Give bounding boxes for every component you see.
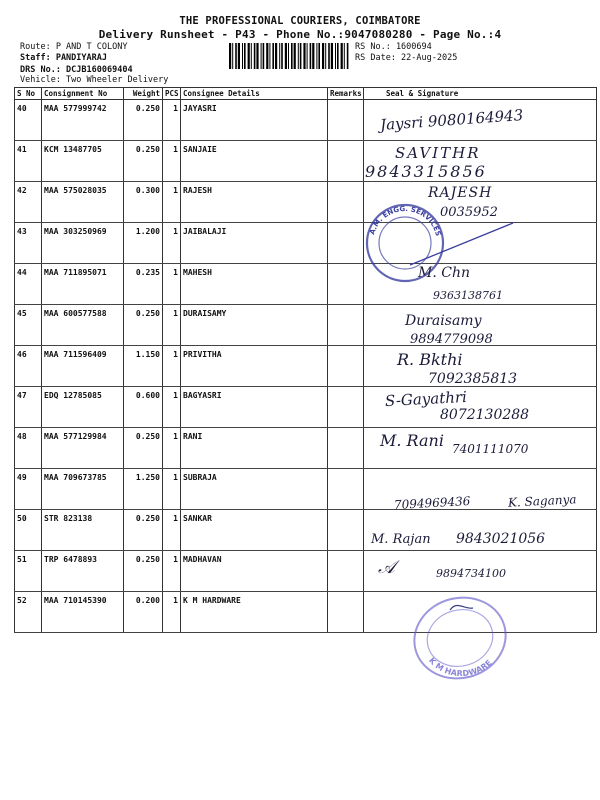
col-consignment-header: Consignment No	[42, 88, 124, 100]
cell-weight: 0.300	[124, 182, 163, 223]
signature-bagyasri-phone: 8072130288	[440, 407, 530, 423]
cell-consignment-no: MAA 711895071	[42, 264, 124, 305]
signature-privitha-name: R. Bkthi	[397, 350, 463, 369]
barcode-image	[229, 43, 351, 69]
cell-sno: 43	[15, 223, 42, 264]
cell-consignment-no: EDQ 12785085	[42, 387, 124, 428]
cell-consignment-no: MAA 710145390	[42, 592, 124, 633]
cell-pcs: 1	[163, 182, 181, 223]
cell-consignee: JAIBALAJI	[181, 223, 328, 264]
cell-consignee: PRIVITHA	[181, 346, 328, 387]
cell-pcs: 1	[163, 428, 181, 469]
cell-remarks	[328, 223, 364, 264]
cell-sno: 40	[15, 100, 42, 141]
cell-pcs: 1	[163, 551, 181, 592]
col-weight-header: Weight	[124, 88, 163, 100]
signature-rajesh-phone: 0035952	[440, 205, 498, 220]
runsheet-title: Delivery Runsheet - P43 - Phone No.:9047080280 - Page No.:4	[98, 28, 502, 41]
cell-weight: 0.250	[124, 305, 163, 346]
signature-sankar-phone: 9843021056	[456, 531, 546, 547]
cell-weight: 0.250	[124, 141, 163, 182]
route-label: Route: P AND T COLONY	[20, 42, 128, 52]
signature-duraisamy-name: Duraisamy	[405, 313, 482, 329]
cell-consignee: SANJAIE	[181, 141, 328, 182]
table-header-row	[15, 88, 597, 100]
cell-sno: 42	[15, 182, 42, 223]
col-pcs-header: PCS	[163, 88, 181, 100]
cell-remarks	[328, 264, 364, 305]
cell-consignment-no: STR 823138	[42, 510, 124, 551]
drs-number: DRS No.: DCJB160069404	[20, 65, 133, 75]
cell-remarks	[328, 469, 364, 510]
col-remarks-header: Remarks	[328, 88, 364, 100]
runsheet-table	[14, 87, 597, 633]
cell-weight: 0.250	[124, 100, 163, 141]
cell-weight: 0.250	[124, 510, 163, 551]
cell-consignment-no: MAA 303250969	[42, 223, 124, 264]
signature-mahesh-name: M. Chn	[418, 265, 470, 281]
cell-consignment-no: MAA 709673785	[42, 469, 124, 510]
cell-consignment-no: MAA 577999742	[42, 100, 124, 141]
signature-sanjaie-name: SAVITHR	[395, 144, 481, 162]
cell-consignment-no: MAA 577129984	[42, 428, 124, 469]
signature-rani-phone: 7401111070	[452, 442, 529, 456]
cell-sno: 49	[15, 469, 42, 510]
cell-consignment-no: MAA 600577588	[42, 305, 124, 346]
cell-consignee: DURAISAMY	[181, 305, 328, 346]
signature-privitha-phone: 7092385813	[428, 371, 518, 387]
rs-number: RS No.: 1600694	[355, 42, 432, 52]
cell-remarks	[328, 182, 364, 223]
cell-remarks	[328, 346, 364, 387]
cell-consignee: RANI	[181, 428, 328, 469]
cell-sno: 47	[15, 387, 42, 428]
cell-weight: 0.200	[124, 592, 163, 633]
vehicle-label: Vehicle: Two Wheeler Delivery	[20, 75, 169, 85]
col-consignee-header: Consignee Details	[181, 88, 328, 100]
cell-pcs: 1	[163, 346, 181, 387]
cell-sno: 41	[15, 141, 42, 182]
cell-weight: 0.250	[124, 551, 163, 592]
cell-sno: 45	[15, 305, 42, 346]
cell-weight: 0.250	[124, 428, 163, 469]
cell-weight: 1.200	[124, 223, 163, 264]
cell-remarks	[328, 428, 364, 469]
signature-name: Jaysri	[379, 113, 424, 134]
cell-weight: 0.235	[124, 264, 163, 305]
signature-phone: 9080164943	[427, 106, 524, 131]
cell-sno: 46	[15, 346, 42, 387]
signature-rani-name: M. Rani	[380, 431, 444, 450]
signature-rajesh-name: RAJESH	[428, 185, 493, 201]
cell-sno: 52	[15, 592, 42, 633]
cell-consignee: K M HARDWARE	[181, 592, 328, 633]
cell-pcs: 1	[163, 305, 181, 346]
cell-pcs: 1	[163, 264, 181, 305]
signature-sanjaie-phone: 9843315856	[365, 162, 487, 181]
signature-mahesh-phone: 9363138761	[433, 289, 503, 302]
cell-remarks	[328, 551, 364, 592]
cell-sno: 44	[15, 264, 42, 305]
cell-consignment-no: MAA 575028035	[42, 182, 124, 223]
signature-subraja-phone: 7094969436	[393, 494, 471, 512]
cell-remarks	[328, 387, 364, 428]
cell-pcs: 1	[163, 141, 181, 182]
col-seal-header: Seal & Signature	[364, 88, 597, 100]
cell-sno: 48	[15, 428, 42, 469]
cell-sno: 50	[15, 510, 42, 551]
cell-consignee: SANKAR	[181, 510, 328, 551]
cell-consignee: MAHESH	[181, 264, 328, 305]
table-row	[15, 141, 597, 182]
cell-remarks	[328, 141, 364, 182]
cell-pcs: 1	[163, 387, 181, 428]
cell-consignee: MADHAVAN	[181, 551, 328, 592]
rs-date: RS Date: 22-Aug-2025	[355, 53, 458, 63]
col-sno-header: S No	[15, 88, 42, 100]
cell-remarks	[328, 592, 364, 633]
cell-consignee: SUBRAJA	[181, 469, 328, 510]
signature-madhavan-phone: 9894734100	[436, 567, 506, 580]
cell-weight: 0.600	[124, 387, 163, 428]
cell-consignee: JAYASRI	[181, 100, 328, 141]
cell-sno: 51	[15, 551, 42, 592]
hardware-stamp	[405, 580, 515, 690]
cell-consignee: BAGYASRI	[181, 387, 328, 428]
cell-weight: 1.150	[124, 346, 163, 387]
cell-consignment-no: MAA 711596409	[42, 346, 124, 387]
cell-remarks	[328, 305, 364, 346]
cell-consignment-no: TRP 6478893	[42, 551, 124, 592]
cell-pcs: 1	[163, 223, 181, 264]
signature-duraisamy-phone: 9894779098	[410, 332, 493, 347]
signature-bagyasri-name: S-Gayathri	[384, 387, 468, 411]
staff-label: Staff: PANDIYARAJ	[20, 53, 107, 63]
signature-madhavan-mark: 𝒜	[378, 557, 396, 578]
cell-pcs: 1	[163, 592, 181, 633]
cell-remarks	[328, 100, 364, 141]
signature-sankar-name: M. Rajan	[371, 532, 431, 547]
hardware-stamp-text: K M HARDWARE	[426, 655, 494, 679]
cell-pcs: 1	[163, 469, 181, 510]
signature-subraja-name: K. Saganya	[507, 492, 577, 510]
cell-pcs: 1	[163, 100, 181, 141]
cell-consignment-no: KCM 13487705	[42, 141, 124, 182]
table-row	[15, 305, 597, 346]
stamp-text: A.M. ENGG. SERVICES	[368, 204, 443, 238]
company-title: THE PROFESSIONAL COURIERS, COIMBATORE	[179, 15, 421, 27]
cell-pcs: 1	[163, 510, 181, 551]
cell-consignee: RAJESH	[181, 182, 328, 223]
cell-weight: 1.250	[124, 469, 163, 510]
cell-remarks	[328, 510, 364, 551]
